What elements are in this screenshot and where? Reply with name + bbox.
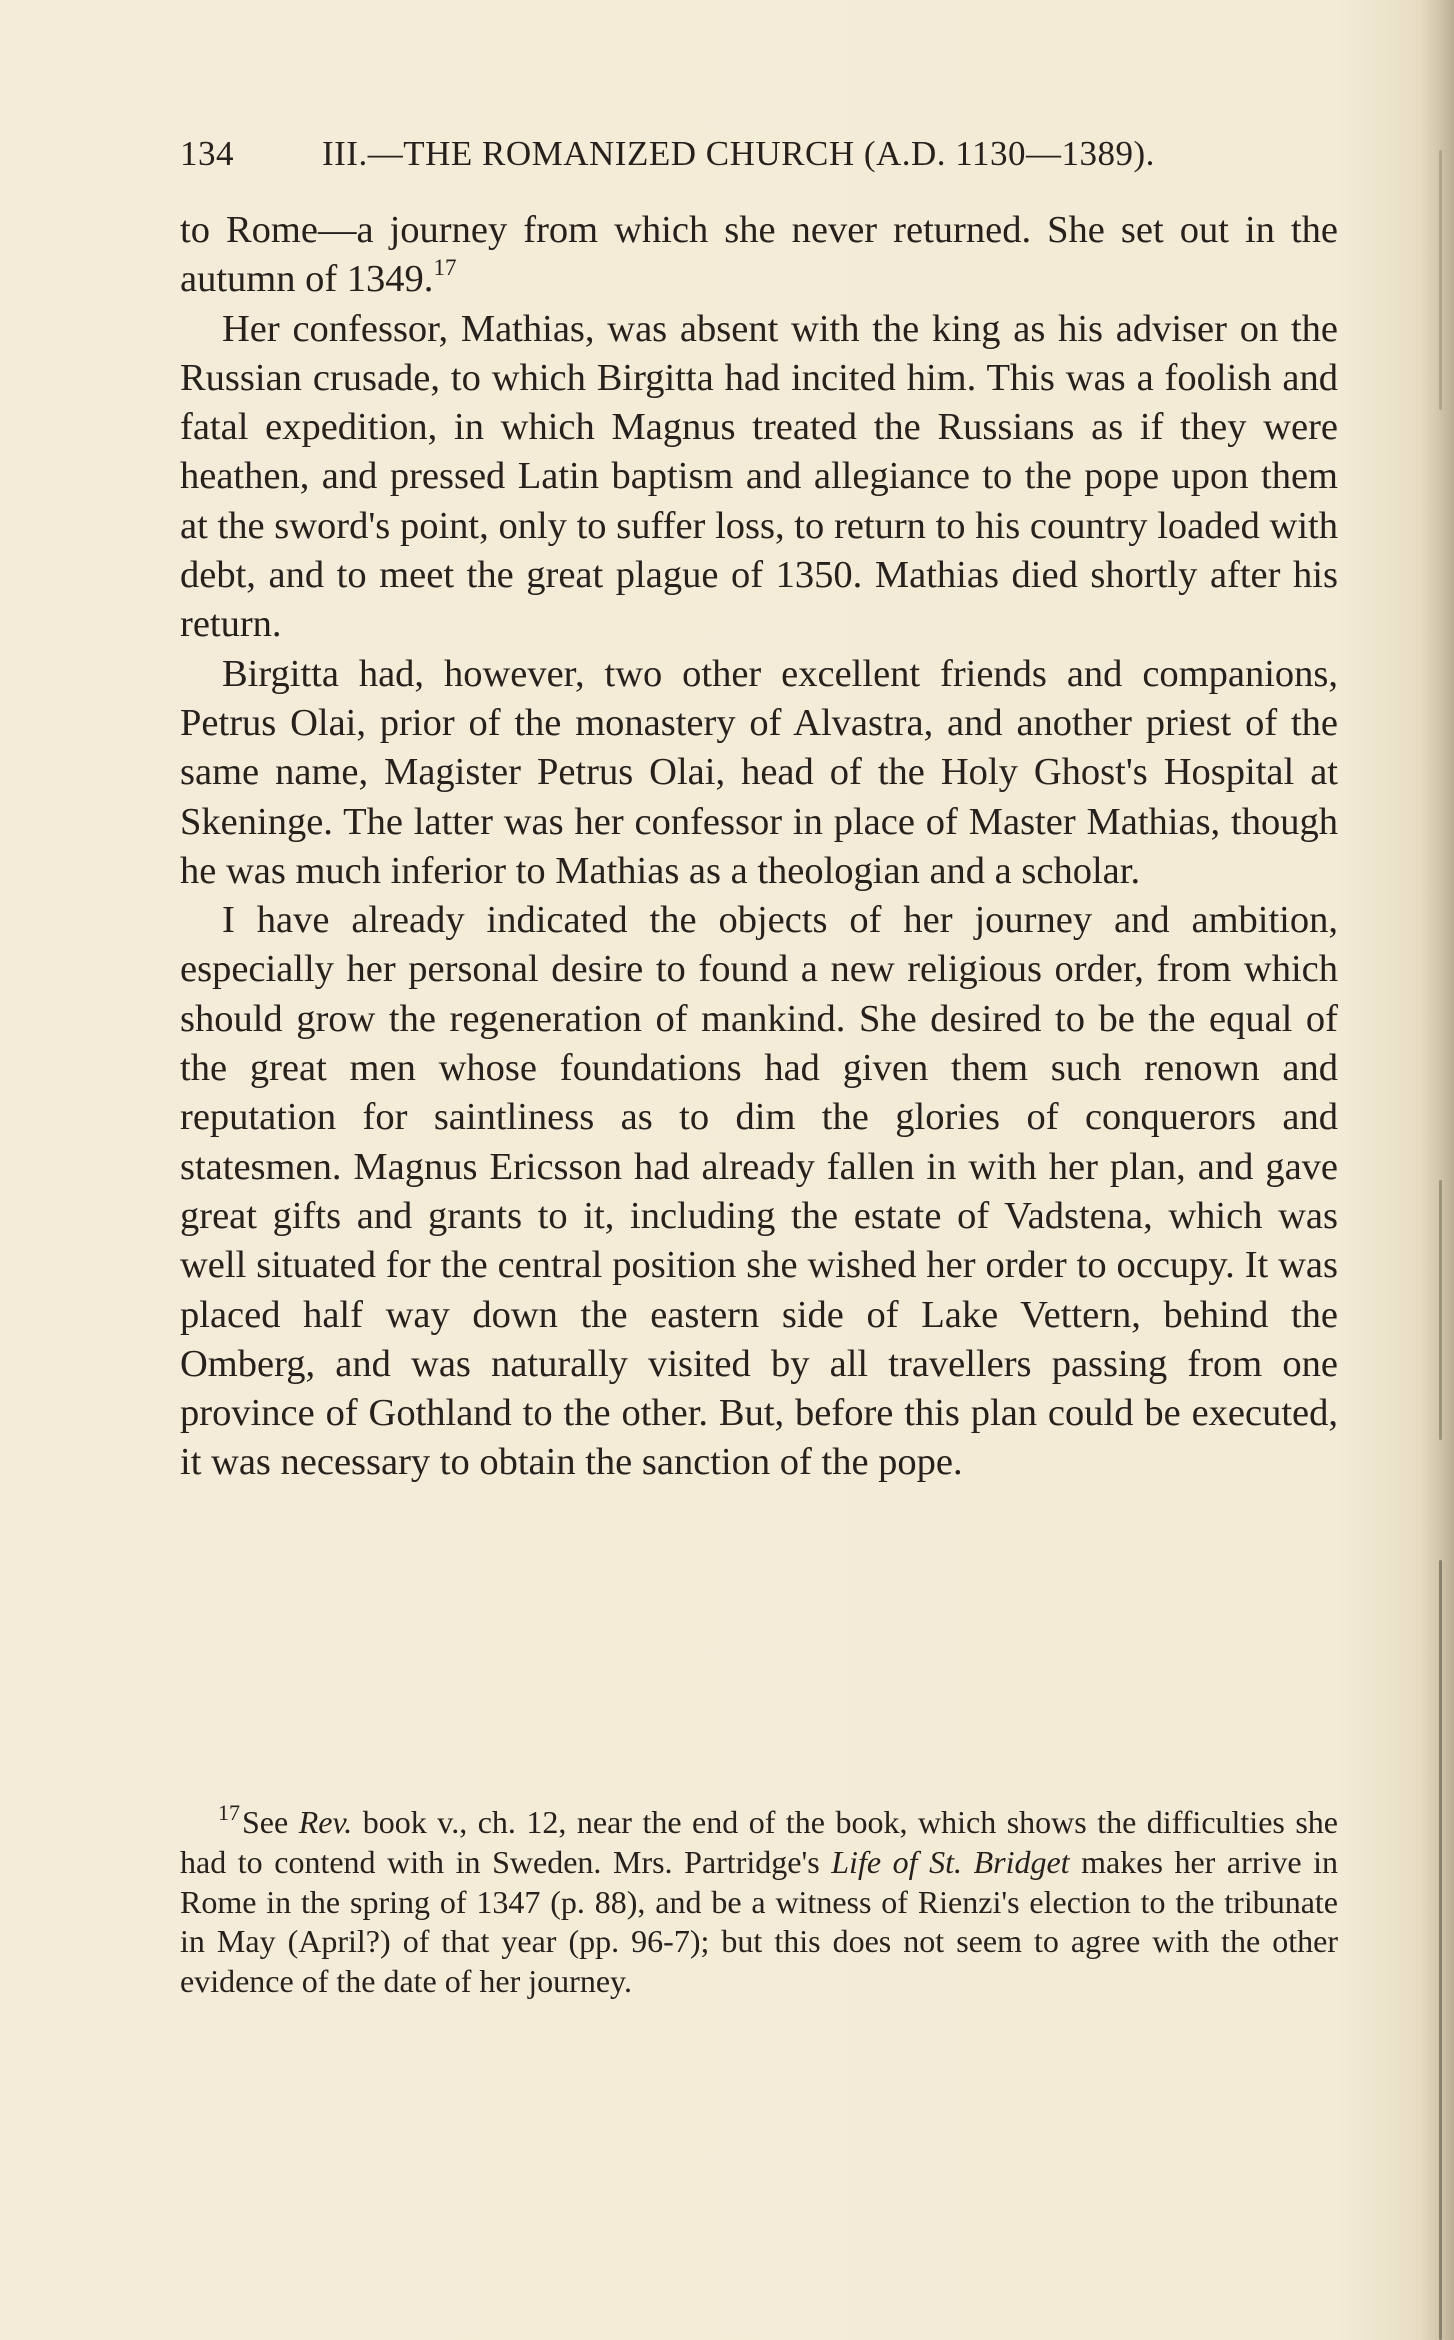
main-text bbox=[180, 206, 1338, 1488]
page-number: 134 bbox=[180, 134, 234, 173]
footnote-text-1: See bbox=[242, 1804, 299, 1840]
footnote-reference: 17 bbox=[433, 255, 457, 281]
footnote-number: 17 bbox=[218, 1800, 240, 1825]
page-edge-line bbox=[1439, 1180, 1442, 1440]
running-title: III.—THE ROMANIZED CHURCH (A.D. 1130—1389). bbox=[322, 134, 1155, 173]
footnote-17 bbox=[180, 1800, 1339, 2002]
page-edge-shadow bbox=[1420, 0, 1454, 2340]
paragraph-4: I have already indicated the objects of her journey and ambition, especially her personal desire to found a new religious order, from which should grow the regeneration of mankind. She desired to be the equal of the great men whose foundations had given them such renown and reputation for saintliness as to dim the glories of conquerors and statesmen. Magnus Ericsson had already fallen in with her plan, and gave great gifts and grants to it, including the estate of Vadstena, which was well situated for the central position she wished her order to occupy. It was placed half way down the eastern side of Lake Vettern, behind the Omberg, and was naturally visited by all travellers passing from one province of Gothland to the other. But, before this plan could be executed, it was necessary to obtain the sanction of the pope. bbox=[180, 899, 1338, 1484]
paragraph-1-text: to Rome—a journey from which she never returned. She set out in the autumn of 1349. bbox=[180, 209, 1338, 301]
page-edge-line bbox=[1439, 150, 1442, 410]
footnote-title-life-of-st-bridget: Life of St. Bridget bbox=[831, 1843, 1070, 1880]
footnote bbox=[180, 1800, 1339, 2002]
footnote-text-3: makes her arrive in Rome in the spring of 1347 (p. 88), and be a witness of Rienzi's election to the tribunate in May (April?) of that year (pp. 96-7); but this does not seem to agree with the other evidence of the date of her journey. bbox=[180, 1843, 1339, 2000]
page-edge-line bbox=[1439, 1560, 1442, 2340]
footnote-text-2: book v., ch. 12, near the end of the book, which shows the difficulties she had to contend with in Sweden. Mrs. Partridge's bbox=[180, 1804, 1339, 1880]
paragraph-2: Her confessor, Mathias, was absent with the king as his adviser on the Russian crusade, to which Birgitta had incited him. This was a foolish and fatal expedition, in which Magnus treated the Russians as if they were heathen, and pressed Latin baptism and allegiance to the pope upon them at the sword's point, only to suffer loss, to return to his country loaded with debt, and to meet the great plague of 1350. Mathias died shortly after his return. bbox=[180, 307, 1338, 646]
paragraph-1 bbox=[180, 206, 1338, 305]
paragraph-3: Birgitta had, however, two other excellent friends and companions, Petrus Olai, prior of the monastery of Alvastra, and another priest of the same name, Magister Petrus Olai, head of the Holy Ghost's Hospital at Skeninge. The latter was her confessor in place of Master Mathias, though he was much inferior to Mathias as a theologian and a scholar. bbox=[180, 652, 1338, 892]
footnote-title-rev: Rev. bbox=[298, 1804, 353, 1840]
